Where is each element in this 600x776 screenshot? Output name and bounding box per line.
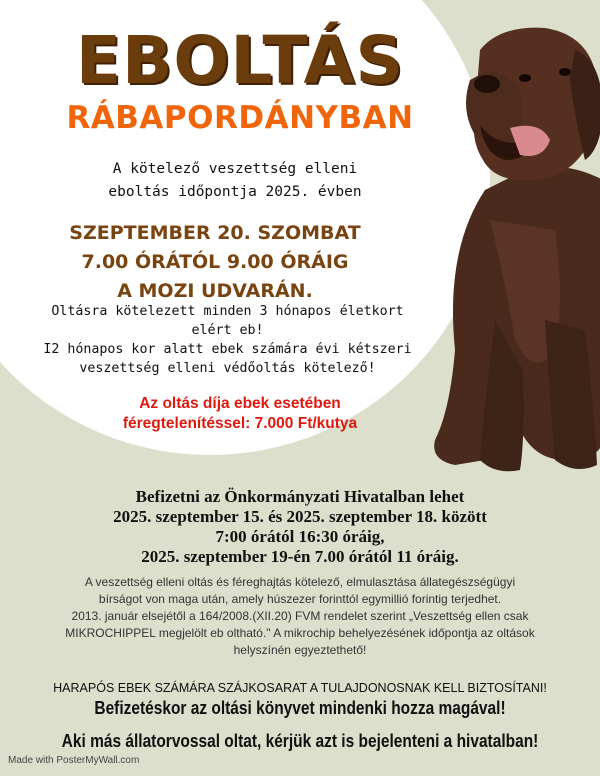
schedule-place: A MOZI UDVARÁN. (117, 280, 313, 302)
legal-line: 2013. január elsejétől a 164/2008.(XII.20) FVM rendelet szerint „Veszettség ellen csak (71, 609, 529, 623)
legal-line: MIKROCHIPPEL megjelölt eb oltható." A mikrochip behelyezésének időpontja az oltások (65, 626, 535, 640)
rules-line: elért eb! (191, 323, 264, 338)
legal-line: bírságot von maga után, amely húszezer forinttól egymillió forintig terjedhet. (98, 592, 502, 606)
rules-line: I2 hónapos kor alatt ebek számára évi kétszeri (43, 342, 412, 357)
payment-line: 2025. szeptember 19-én 7.00 órától 11 óráig. (141, 547, 459, 566)
intro-line: A kötelező veszettség elleni (112, 161, 358, 177)
poster-title: EBOLTÁS (75, 22, 405, 99)
rules-line: Oltásra kötelezett minden 3 hónapos életkort (51, 304, 404, 319)
intro-line: eboltás időpontja 2025. évben (108, 184, 362, 200)
rules-line: veszettség elleni védőoltás kötelező! (79, 361, 376, 376)
payment-line: 7:00 órától 16:30 óráig, (215, 527, 385, 546)
other-vet-notice: Aki más állatorvossal oltat, kérjük azt is bejelenteni a hivatalban! (61, 731, 539, 751)
payment-info (0, 487, 600, 567)
fee-line: Az oltás díja ebek esetében (139, 395, 341, 412)
bring-book-notice: Befizetéskor az oltási könyvet mindenki hozza magával! (94, 698, 506, 718)
schedule-time: 7.00 ÓRÁTÓL 9.00 ÓRÁIG (81, 251, 349, 273)
legal-line: helyszínén egyeztethető! (233, 643, 367, 657)
payment-line: Befizetni az Önkormányzati Hivatalban lehet (135, 487, 465, 506)
legal-notice (10, 574, 590, 659)
rules-text (0, 302, 455, 378)
schedule-block (0, 219, 430, 306)
schedule-date: SZEPTEMBER 20. SZOMBAT (69, 222, 361, 244)
legal-line: A veszettség elleni oltás és féreghajtás kötelező, elmulasztása állategészségügyi (84, 575, 516, 589)
fee-line: féregtelenítéssel: 7.000 Ft/kutya (122, 415, 358, 432)
intro-text (0, 158, 470, 204)
location-title: RÁBAPORDÁNYBAN (66, 100, 414, 136)
credit-text: Made with PosterMyWall.com (8, 755, 140, 766)
payment-line: 2025. szeptember 15. és 2025. szeptember 18. között (113, 507, 487, 526)
muzzle-warning: HARAPÓS EBEK SZÁMÁRA SZÁJKOSARAT A TULAJDONOSNAK KELL BIZTOSÍTANI! (53, 681, 547, 695)
fee-text (0, 394, 480, 434)
